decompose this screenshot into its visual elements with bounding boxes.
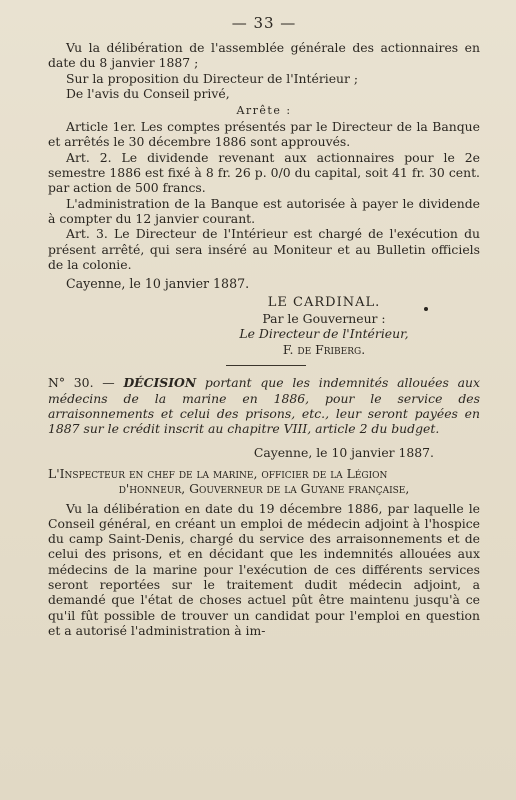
page-number: — 33 —: [231, 14, 297, 32]
signature-name: LE CARDINAL.: [267, 295, 381, 311]
final-paragraph: Vu la délibération en date du 19 décembre 1886, par laquelle le Conseil général, en créant un emploi de médecin adjoint à l'hospice du camp Saint-Denis, chargé du service des arraisonnements et de celui des prisons, et en décidant que les indemnités allouées aux médecins de la marine pour l'exécution de ces différents services seront reportées sur le traitement dudit médecin adjoint, a demandé que l'état de choses actuel pût être maintenu jusqu'à ce qu'il fût possible de trouver un candidat pour l'emploi en question et a autorisé l'administration à im-: [48, 500, 480, 638]
decision-title: [48, 375, 480, 436]
signature-by-line: Par le Gouverneur :: [262, 310, 386, 326]
article-2: Art. 2. Le dividende revenant aux actionnaires pour le 2e semestre 1886 est fixé à 8 fr. 26 p. 0/0 du capital, soit 41 fr. 30 cent. par action de 500 francs.: [48, 149, 480, 196]
decision-text: portant que les indemnités allouées aux médecins de la marine en 1886, pour le service des arraisonnements et celui des prisons, etc., leur seront payées en 1887 sur le crédit inscrit au chapitre VIII, article 2 du budget.: [48, 375, 480, 437]
article-1: Article 1er. Les comptes présentés par le Directeur de la Banque et arrêtés le 30 décembre 1886 sont approuvés.: [48, 119, 480, 150]
article-2-continuation: L'administration de la Banque est autorisée à payer le dividende à compter du 12 janvier courant.: [48, 195, 480, 226]
inspector-line-1: L'Inspecteur en chef de la marine, officier de la Légion: [48, 465, 388, 481]
place-date: Cayenne, le 10 janvier 1887.: [66, 276, 250, 292]
preamble-line-3: De l'avis du Conseil privé,: [66, 85, 230, 101]
arrete-heading: Arrête :: [236, 104, 292, 118]
signature-block: [48, 295, 480, 357]
inspector-line-2: d'honneur, Gouverneur de la Guyane française,: [118, 481, 410, 497]
preamble-line-1: Vu la délibération de l'assemblée générale des actionnaires en date du 8 janvier 1887 ;: [48, 40, 480, 71]
preamble-line-2: Sur la proposition du Directeur de l'Intérieur ;: [66, 70, 359, 86]
decision-number: N° 30. —: [48, 375, 124, 391]
signature-signer: F. de Friberg.: [282, 341, 366, 357]
decision-heading: DÉCISION: [123, 375, 197, 391]
ink-speck: [424, 307, 428, 311]
signature-title: Le Directeur de l'Intérieur,: [239, 326, 409, 342]
decision-date: Cayenne, le 10 janvier 1887.: [253, 444, 434, 460]
article-3: Art. 3. Le Directeur de l'Intérieur est chargé de l'exécution du présent arrêté, qui sera inséré au Moniteur et au Bulletin officiels de la colonie.: [48, 226, 480, 272]
section-divider: [226, 365, 306, 366]
